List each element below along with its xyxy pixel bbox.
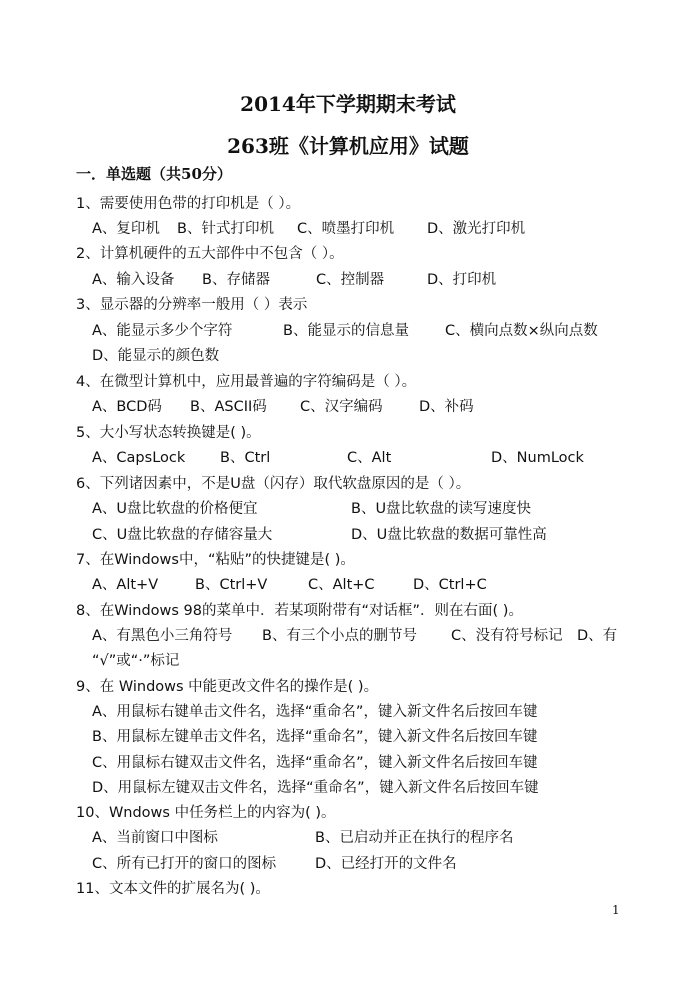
option: A、输入设备 (92, 272, 175, 288)
option: D、已经打开的文件名 (315, 856, 457, 872)
option: B、Ctrl+V (195, 577, 268, 593)
question-stem: 3、显示器的分辨率一般用（ ）表示 (76, 297, 308, 313)
option: D、用鼠标左键双击文件名，选择“重命名”，键入新文件名后按回车键 (92, 780, 539, 796)
option: B、有三个小点的删节号 (262, 628, 417, 644)
question-stem: 8、在Windows 98的菜单中．若某项附带有“对话框”．则在右面( )。 (76, 603, 523, 619)
option: D、能显示的颜色数 (92, 348, 220, 364)
option: A、有黑色小三角符号 (92, 628, 233, 644)
option: D、打印机 (427, 272, 497, 288)
question-stem: 11、文本文件的扩展名为( )。 (76, 881, 270, 897)
option: B、针式打印机 (177, 221, 274, 237)
option: C、控制器 (316, 272, 385, 288)
page-number: 1 (612, 903, 620, 917)
option: B、ASCII码 (190, 399, 267, 415)
option: C、没有符号标记 (451, 628, 563, 644)
option: C、所有已打开的窗口的图标 (92, 856, 277, 872)
option: C、横向点数×纵向点数 (445, 323, 598, 339)
option: A、CapsLock (92, 450, 186, 466)
option: C、用鼠标右键双击文件名，选择“重命名”，键入新文件名后按回车键 (92, 755, 538, 771)
question-stem: 5、大小写状态转换键是( )。 (76, 425, 261, 441)
question-stem: 2、计算机硬件的五大部件中不包含（ ）。 (76, 246, 344, 262)
option: B、U盘比软盘的读写速度快 (351, 501, 532, 517)
question-stem: 6、下列诸因素中，不是U盘（闪存）取代软盘原因的是（ ）。 (76, 476, 471, 492)
option: A、Alt+V (92, 577, 159, 593)
exam-title: 2014年下学期期末考试 (240, 92, 456, 116)
option: A、当前窗口中图标 (92, 830, 218, 846)
exam-subtitle: 263班《计算机应用》试题 (227, 134, 469, 158)
option: A、能显示多少个字符 (92, 323, 233, 339)
option: D、激光打印机 (427, 221, 526, 237)
question-stem: 9、在 Windows 中能更改文件名的操作是( )。 (76, 679, 379, 695)
option: B、已启动并正在执行的程序名 (315, 830, 514, 846)
option: B、能显示的信息量 (283, 323, 409, 339)
section-heading: 一．单选题（共50分） (76, 165, 232, 183)
question-stem: 1、需要使用色带的打印机是（ ）。 (76, 196, 301, 212)
option: A、U盘比软盘的价格便宜 (92, 501, 258, 517)
option: B、Ctrl (220, 450, 271, 466)
question-stem: 4、在微型计算机中，应用最普遍的字符编码是（ ）。 (76, 374, 417, 390)
option: D、补码 (419, 399, 474, 415)
option: D、NumLock (491, 450, 584, 466)
option: C、Alt+C (308, 577, 375, 593)
option-continuation: “√”或“·”标记 (92, 653, 180, 669)
question-stem: 10、Wndows 中任务栏上的内容为( )。 (76, 805, 336, 821)
option: C、U盘比软盘的存储容量大 (92, 527, 273, 543)
option: B、用鼠标左键单击文件名，选择“重命名”，键入新文件名后按回车键 (92, 729, 538, 745)
option: B、存储器 (202, 272, 270, 288)
option: D、Ctrl+C (413, 577, 487, 593)
question-stem: 7、在Windows中，“粘贴”的快捷键是( )。 (76, 552, 355, 568)
option: A、用鼠标右键单击文件名，选择“重命名”，键入新文件名后按回车键 (92, 704, 538, 720)
option: A、BCD码 (92, 399, 162, 415)
option: C、Alt (347, 450, 392, 466)
option: C、喷墨打印机 (297, 221, 395, 237)
option: D、U盘比软盘的数据可靠性高 (351, 527, 547, 543)
option: C、汉字编码 (300, 399, 383, 415)
option: D、有 (577, 628, 618, 644)
option: A、复印机 (92, 221, 160, 237)
